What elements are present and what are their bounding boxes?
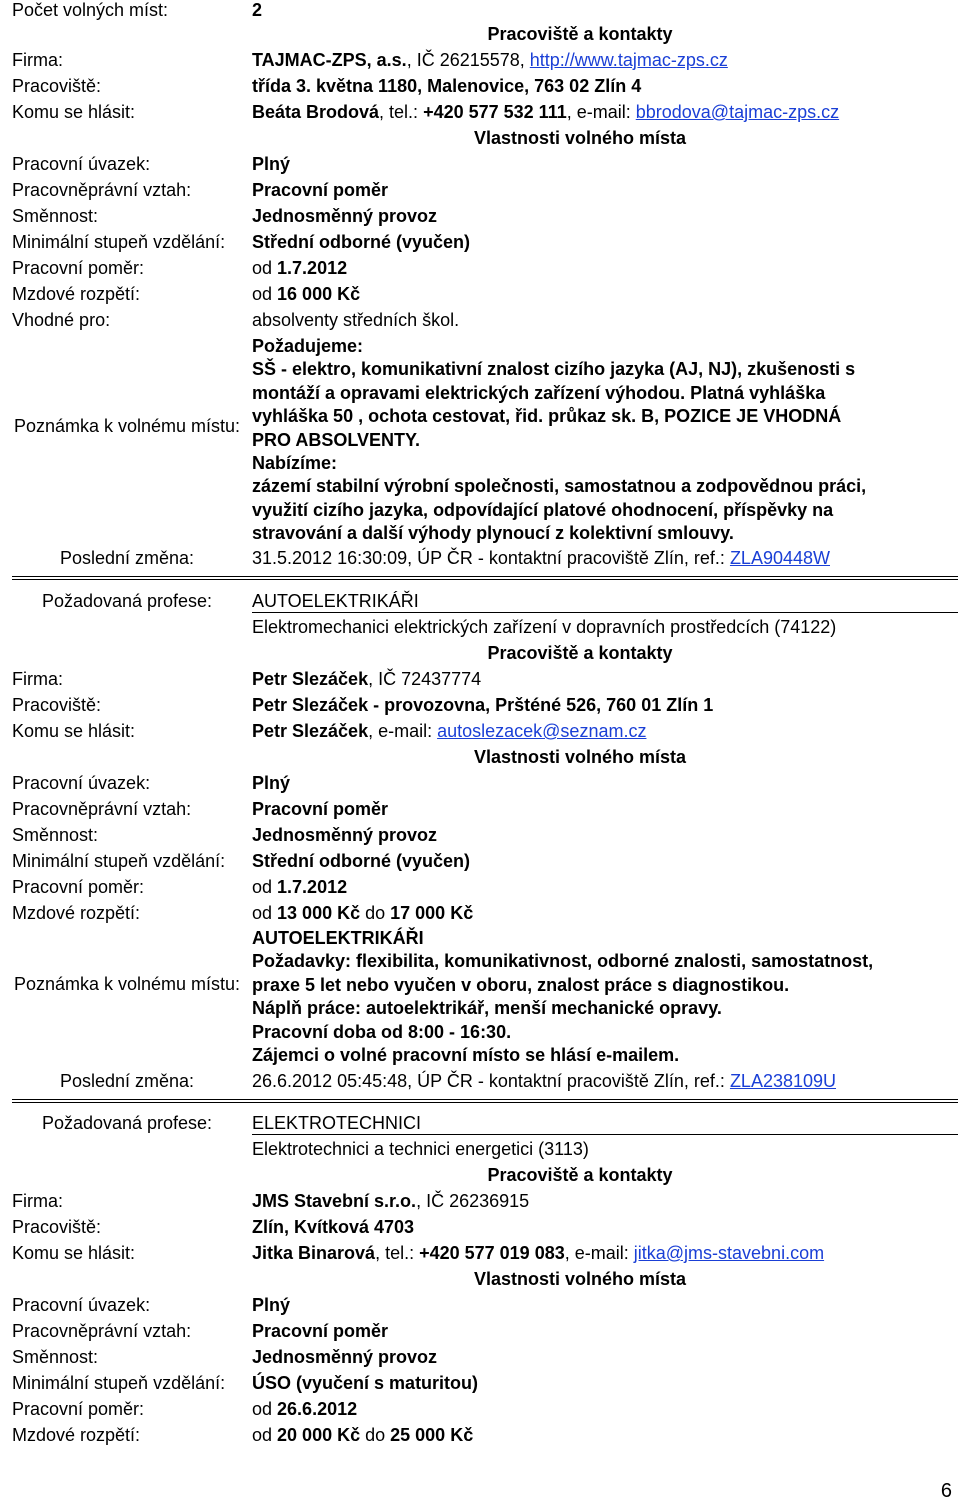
reference-link[interactable]: ZLA90448W [729,548,830,568]
firm-name: JMS Stavební s.r.o. [252,1191,417,1211]
note-line: Požadujeme: [252,336,364,356]
contact-person-value [252,1240,824,1266]
properties-header-row [0,744,960,770]
section-divider [12,1102,958,1103]
note-line: Pracovní doba od 8:00 - 16:30. [252,1021,512,1042]
firm-name: TAJMAC-ZPS, a.s. [252,50,407,70]
workload-label: Pracovní úvazek: [12,1295,151,1315]
profession-value: AUTOELEKTRIKÁŘI [252,591,419,611]
note-line: zázemí stabilní výrobní společnosti, samostatnou a zodpovědnou práci, [252,476,867,497]
workplace-label: Pracoviště: [12,76,102,96]
contacts-header: Pracoviště a kontakty [487,24,673,44]
contacts-header-row [0,1162,960,1188]
contact-person-label: Komu se hlásit: [12,102,136,122]
salary-label: Mzdové rozpětí: [12,284,141,304]
email-prefix: , e-mail: [564,1243,634,1263]
suitable-for-label: Vhodné pro: [12,310,111,330]
salary-prefix: od [252,1425,278,1445]
suitable-for-row [0,307,960,333]
last-change-row [0,1068,960,1094]
profession-label: Požadovaná profese: [41,1113,213,1133]
contact-person-label: Komu se hlásit: [12,1243,136,1263]
contact-person-value [252,99,839,125]
firm-website-link[interactable]: http://www.tajmac-zps.cz [529,50,728,70]
salary-to-prefix: do [360,1425,391,1445]
note-block [0,927,960,1067]
profession-description: Elektrotechnici a technici energetici (3113) [252,1139,589,1159]
education-value: ÚSO (vyučení s maturitou) [252,1373,479,1393]
vacancies-count-label: Počet volných míst: [12,0,169,20]
contact-person-row [0,99,960,125]
education-row [0,1370,960,1396]
employment-relation-label: Pracovněprávní vztah: [12,180,192,200]
note-label: Poznámka k volnému místu: [13,974,241,994]
salary-value [252,281,360,307]
shift-value: Jednosměnný provoz [252,825,438,845]
email-prefix: , e-mail: [566,102,636,122]
last-change-text: 26.6.2012 05:45:48, ÚP ČR - kontaktní pracoviště Zlín, ref.: [252,1071,730,1091]
contact-phone: +420 577 019 083 [419,1243,565,1263]
properties-header: Vlastnosti volného místa [473,1269,687,1289]
salary-to-prefix: do [360,903,391,923]
employment-relation-row [0,796,960,822]
workplace-row [0,73,960,99]
workplace-value: Zlín, Kvítková 4703 [252,1217,415,1237]
profession-underline [252,612,958,613]
contact-person-row [0,1240,960,1266]
section-divider [12,576,958,577]
tel-prefix: , tel.: [375,1243,420,1263]
salary-prefix: od [252,284,278,304]
employment-relation-label: Pracovněprávní vztah: [12,1321,192,1341]
profession-value: ELEKTROTECHNICI [252,1113,422,1133]
firm-row [0,1188,960,1214]
shift-row [0,822,960,848]
salary-value [252,900,473,926]
section-divider [12,1099,958,1100]
start-date-value [252,255,347,281]
workload-value: Plný [252,773,291,793]
start-date-label: Pracovní poměr: [12,1399,145,1419]
contact-person-value [252,718,646,744]
start-date: 1.7.2012 [277,258,348,278]
last-change-value [252,1068,836,1094]
firm-label: Firma: [12,669,63,689]
section-divider [12,579,958,580]
workload-label: Pracovní úvazek: [12,773,151,793]
contact-person-label: Komu se hlásit: [12,721,136,741]
contacts-header: Pracoviště a kontakty [487,1165,673,1185]
contact-email-link[interactable]: bbrodova@tajmac-zps.cz [635,102,840,122]
contacts-header-row [0,640,960,666]
last-change-label: Poslední změna: [59,548,195,568]
suitable-for-value: absolventy středních škol. [252,310,460,330]
note-text [252,335,942,546]
note-line: PRO ABSOLVENTY. [252,429,421,450]
employment-relation-value: Pracovní poměr [252,1321,389,1341]
firm-label: Firma: [12,1191,63,1211]
start-date: 26.6.2012 [277,1399,358,1419]
salary-from: 13 000 Kč [277,903,361,923]
start-date-prefix: od [252,1399,278,1419]
profession-label: Požadovaná profese: [41,591,213,611]
contacts-header-row [0,21,960,47]
workplace-value: třída 3. května 1180, Malenovice, 763 02 Zlín 4 [252,76,642,96]
contact-person-name: Beáta Brodová [252,102,380,122]
note-line: Zájemci o volné pracovní místo se hlásí e-mailem. [252,1045,680,1066]
salary-row [0,281,960,307]
salary-row [0,900,960,926]
salary-label: Mzdové rozpětí: [12,903,141,923]
firm-value [252,1188,529,1214]
last-change-label: Poslední změna: [59,1071,195,1091]
contact-person-name: Petr Slezáček [252,721,369,741]
page-number: 6 [940,1480,952,1502]
workload-value: Plný [252,154,291,174]
salary-label: Mzdové rozpětí: [12,1425,141,1445]
start-date: 1.7.2012 [277,877,348,897]
employment-relation-row [0,1318,960,1344]
salary-amount: 16 000 Kč [277,284,361,304]
firm-ic: , IČ 72437774 [368,669,482,689]
employment-relation-row [0,177,960,203]
note-line: Nabízíme: [252,453,338,474]
contact-phone: +420 577 532 111 [423,102,567,122]
firm-value [252,666,481,692]
education-value: Střední odborné (vyučen) [252,851,471,871]
start-date-row [0,255,960,281]
shift-value: Jednosměnný provoz [252,206,438,226]
last-change-text: 31.5.2012 16:30:09, ÚP ČR - kontaktní pracoviště Zlín, ref.: [252,548,730,568]
education-row [0,848,960,874]
firm-value [252,47,728,73]
workplace-value: Petr Slezáček - provozovna, Pršténé 526, 760 01 Zlín 1 [252,695,714,715]
contact-email-link[interactable]: autoslezacek@seznam.cz [437,721,647,741]
firm-label: Firma: [12,50,63,70]
education-label: Minimální stupeň vzdělání: [12,232,226,252]
workload-row [0,151,960,177]
shift-value: Jednosměnný provoz [252,1347,438,1367]
note-line: Náplň práce: autoelektrikář, menší mechanické opravy. [252,998,722,1019]
properties-header-row [0,1266,960,1292]
employment-relation-value: Pracovní poměr [252,799,389,819]
tel-prefix: , tel.: [379,102,424,122]
salary-prefix: od [252,903,278,923]
note-line: montáží a opravami elektrických zařízení výhodou. Platná vyhláška [252,382,826,403]
start-date-prefix: od [252,258,278,278]
education-label: Minimální stupeň vzdělání: [12,1373,226,1393]
shift-label: Směnnost: [12,206,99,226]
shift-row [0,1344,960,1370]
education-row [0,229,960,255]
employment-relation-label: Pracovněprávní vztah: [12,799,192,819]
last-change-value [252,545,830,571]
firm-name: Petr Slezáček [252,669,369,689]
salary-to: 25 000 Kč [390,1425,474,1445]
firm-row [0,47,960,73]
workload-label: Pracovní úvazek: [12,154,151,174]
profession-row [0,588,960,614]
contact-person-name: Jitka Binarová [252,1243,376,1263]
note-line: využití cizího jazyka, odpovídající platové ohodnocení, příspěvky na [252,499,834,520]
start-date-row [0,874,960,900]
note-block [0,335,960,545]
firm-row [0,666,960,692]
note-line: praxe 5 let nebo vyučen v oboru, znalost práce s diagnostikou. [252,974,790,995]
note-line: stravování a další výhody plynoucí z kolektivní smlouvy. [252,523,734,544]
properties-header-row [0,125,960,151]
education-label: Minimální stupeň vzdělání: [12,851,226,871]
employment-relation-value: Pracovní poměr [252,180,389,200]
vacancies-count-value: 2 [252,0,263,20]
note-line: Požadavky: flexibilita, komunikativnost, odborné znalosti, samostatnost, [252,951,874,972]
workload-value: Plný [252,1295,291,1315]
salary-value [252,1422,473,1448]
start-date-prefix: od [252,877,278,897]
start-date-value [252,1396,357,1422]
firm-ic: , IČ 26215578, [406,50,530,70]
note-text [252,927,942,1067]
contact-person-row [0,718,960,744]
workload-row [0,1292,960,1318]
profession-description: Elektromechanici elektrických zařízení v dopravních prostředcích (74122) [252,617,837,637]
shift-label: Směnnost: [12,825,99,845]
start-date-row [0,1396,960,1422]
profession-sub-row [0,1136,960,1162]
education-value: Střední odborné (vyučen) [252,232,471,252]
start-date-value [252,874,347,900]
start-date-label: Pracovní poměr: [12,877,145,897]
vacancies-count-row [0,0,960,23]
properties-header: Vlastnosti volného místa [473,128,687,148]
salary-row [0,1422,960,1448]
note-label: Poznámka k volnému místu: [13,416,241,436]
salary-from: 20 000 Kč [277,1425,361,1445]
contacts-header: Pracoviště a kontakty [487,643,673,663]
profession-underline [252,1134,958,1135]
salary-to: 17 000 Kč [390,903,474,923]
note-line: vyhláška 50 , ochota cestovat, řid. průkaz sk. B, POZICE JE VHODNÁ [252,406,842,427]
last-change-row [0,545,960,571]
start-date-label: Pracovní poměr: [12,258,145,278]
contact-email-link[interactable]: jitka@jms-stavebni.com [633,1243,825,1263]
reference-link[interactable]: ZLA238109U [729,1071,837,1091]
note-line: AUTOELEKTRIKÁŘI [252,928,424,948]
shift-label: Směnnost: [12,1347,99,1367]
profession-sub-row [0,614,960,640]
workplace-row [0,692,960,718]
properties-header: Vlastnosti volného místa [473,747,687,767]
firm-ic: , IČ 26236915 [416,1191,530,1211]
workplace-label: Pracoviště: [12,695,102,715]
workplace-label: Pracoviště: [12,1217,102,1237]
workload-row [0,770,960,796]
profession-row [0,1110,960,1136]
note-line: SŠ - elektro, komunikativní znalost cizího jazyka (AJ, NJ), zkušenosti s [252,359,856,380]
email-prefix: , e-mail: [368,721,438,741]
workplace-row [0,1214,960,1240]
shift-row [0,203,960,229]
